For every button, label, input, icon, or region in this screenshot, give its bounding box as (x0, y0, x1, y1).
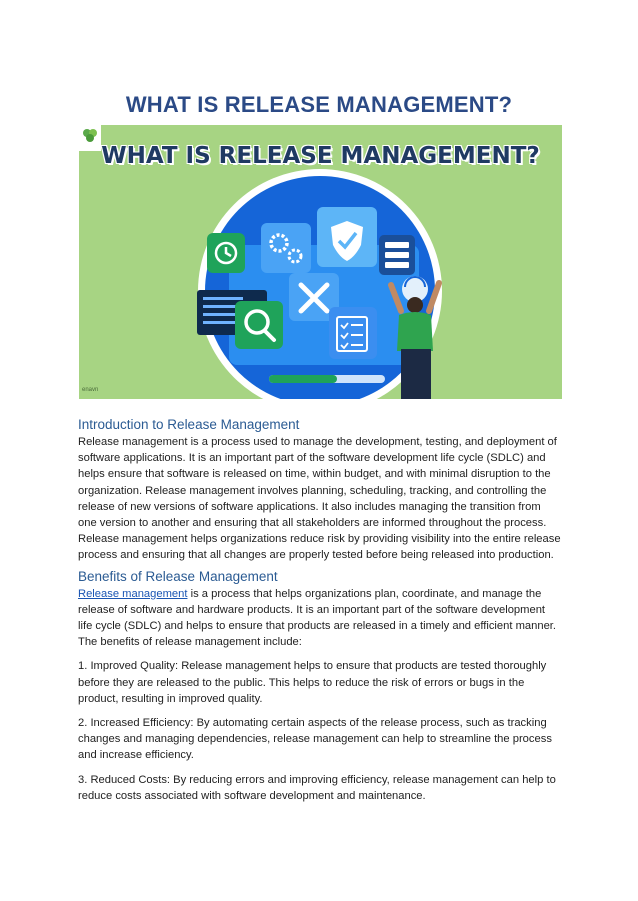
gears-tile (261, 223, 311, 273)
banner-title: WHAT IS RELEASE MANAGEMENT? (101, 143, 540, 169)
search-tile (235, 301, 283, 349)
progress-bar-fill (269, 375, 337, 383)
article-body (78, 416, 562, 804)
benefit-item-efficiency: 2. Increased Efficiency: By automating certain aspects of the release process, such as tracking changes and managing dependencies, release management can help to streamline the process and increase efficiency. (78, 717, 552, 762)
release-management-link[interactable]: Release management (78, 587, 188, 600)
benefit-item-costs: 3. Reduced Costs: By reducing errors and improving efficiency, release management can help to reduce costs associated with software development and maintenance. (78, 773, 556, 802)
intro-heading: Introduction to Release Management (78, 417, 300, 432)
hero-banner-image (79, 125, 562, 399)
server-icon (385, 242, 409, 248)
document-title: WHAT IS RELEASE MANAGEMENT? (125, 92, 513, 117)
benefit-item-quality: 1. Improved Quality: Release management helps to ensure that products are tested thoroughly before they are released to the public. This helps to reduce the risk of errors or bugs in the product, resulting in improved quality. (78, 660, 547, 705)
company-logo-text: enavn (82, 387, 99, 393)
benefits-heading: Benefits of Release Management (78, 568, 278, 584)
intro-paragraph: Release management is a process used to manage the development, testing, and deployment of software applications. It is an important part of the software development life cycle (SDLC) and helps ensure that software is released on time, within budget, and with minimal disruption to the organization. Release management involves planning, scheduling, tracking, and controlling the release of new versions of software applications. It also includes managing the transition from one version to another and ensuring that all stakeholders are informed throughout the process. Release management helps organizations reduce risk by providing visibility into the entire release process and ensuring that all changes are properly tested before being released into production. (78, 436, 561, 562)
benefits-intro-paragraph (78, 586, 562, 651)
company-logo-icon (79, 125, 101, 151)
benefits-lead-text: is a process that helps organizations plan, coordinate, and manage the release of software and hardware products. It is an important part of the software development life cycle (SDLC) and helps to ensure that products are released in a timely and efficient manner. The benefits of release management include: (78, 587, 557, 649)
